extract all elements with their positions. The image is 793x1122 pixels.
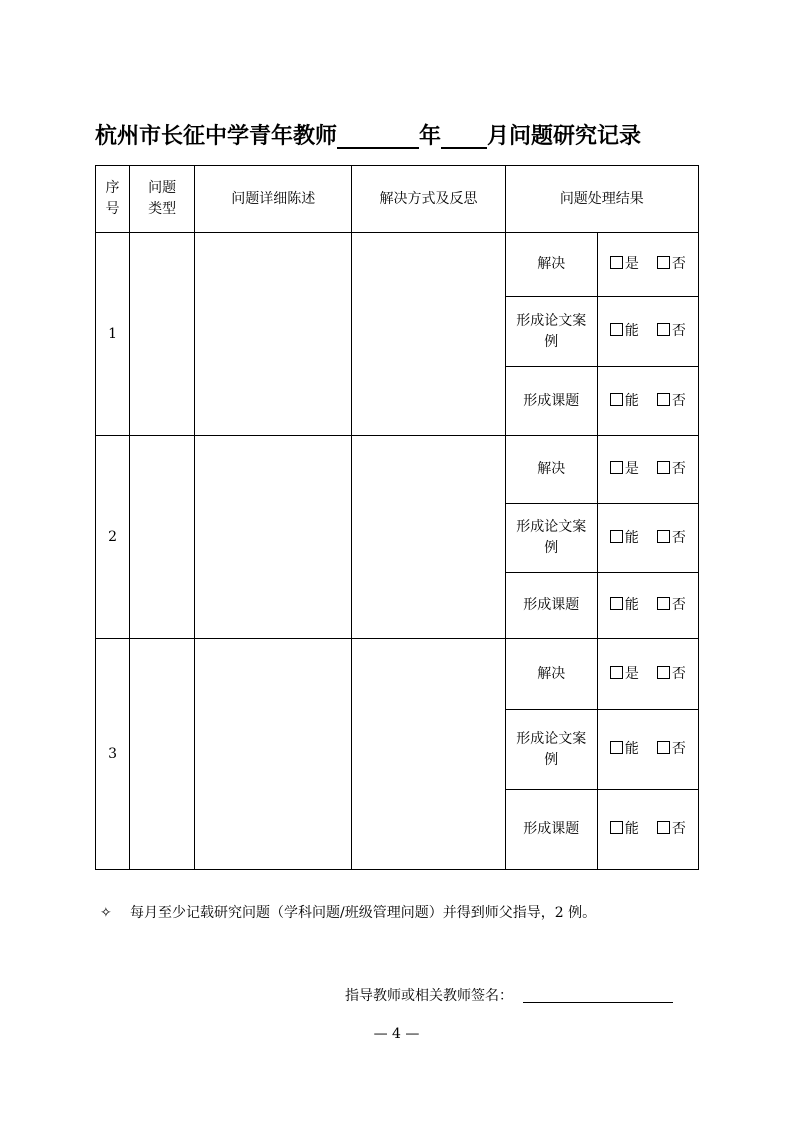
checkbox-icon[interactable] [657,821,670,834]
result-label: 形成课题 [505,573,597,639]
option-label: 能 [624,741,639,757]
option-no-checkbox[interactable] [657,530,686,546]
option-no-checkbox[interactable] [657,666,686,682]
option-yes-checkbox[interactable] [610,461,639,477]
research-record-table [95,165,699,870]
result-options [597,436,698,504]
result-options [597,233,698,297]
title-year-label: 年 [419,123,442,149]
option-no-checkbox[interactable] [657,393,686,409]
option-label: 能 [624,821,639,837]
diamond-star-icon: ✧ [100,905,112,921]
method-cell[interactable] [352,639,505,870]
option-no-checkbox[interactable] [657,461,686,477]
option-label: 否 [671,597,686,613]
option-label: 否 [671,665,686,682]
year-blank[interactable] [337,117,419,149]
option-label: 能 [624,392,639,409]
option-label: 否 [671,323,686,339]
table-header-row [96,166,699,233]
option-label: 是 [624,665,639,682]
option-no-checkbox[interactable] [657,597,686,613]
result-options [597,573,698,639]
checkbox-icon[interactable] [657,597,670,610]
option-yes-checkbox[interactable] [610,597,639,613]
result-label: 解决 [505,233,597,297]
checkbox-icon[interactable] [657,393,670,406]
option-label: 是 [624,256,639,272]
signature-line[interactable] [523,988,673,1003]
result-options [597,639,698,710]
header-type: 问题类型 [130,166,195,233]
option-yes-checkbox[interactable] [610,821,639,837]
checkbox-icon[interactable] [657,530,670,543]
option-no-checkbox[interactable] [657,821,686,837]
result-label: 形成论文案例 [505,710,597,790]
checkbox-icon[interactable] [657,256,670,269]
option-label: 否 [671,529,686,546]
checkbox-icon[interactable] [610,741,623,754]
option-label: 否 [671,256,686,272]
page-number: — 4 — [373,1026,420,1042]
seq-cell: 3 [96,639,130,870]
header-seq: 序号 [96,166,130,233]
option-label: 能 [624,323,639,339]
type-cell[interactable] [130,639,195,870]
result-label: 解决 [505,639,597,710]
checkbox-icon[interactable] [610,821,623,834]
header-method: 解决方式及反思 [352,166,505,233]
checkbox-icon[interactable] [610,666,623,679]
page-title [95,117,715,154]
result-options [597,367,698,436]
result-label: 形成论文案例 [505,504,597,573]
checkbox-icon[interactable] [610,597,623,610]
result-label: 形成论文案例 [505,297,597,367]
checkbox-icon[interactable] [657,741,670,754]
signature-label: 指导教师或相关教师签名： [345,988,513,1004]
title-suffix: 月问题研究记录 [487,123,642,149]
result-options [597,710,698,790]
option-label: 否 [671,461,686,477]
option-label: 能 [624,529,639,546]
checkbox-icon[interactable] [657,666,670,679]
option-yes-checkbox[interactable] [610,323,639,339]
title-prefix: 杭州市长征中学青年教师 [95,123,338,149]
option-yes-checkbox[interactable] [610,741,639,757]
option-no-checkbox[interactable] [657,323,686,339]
table-row [96,639,699,710]
table-row [96,233,699,297]
header-detail: 问题详细陈述 [195,166,352,233]
result-options [597,504,698,573]
header-result: 问题处理结果 [505,166,698,233]
option-label: 否 [671,392,686,409]
seq-cell: 1 [96,233,130,436]
option-label: 否 [671,741,686,757]
option-no-checkbox[interactable] [657,741,686,757]
method-cell[interactable] [352,233,505,436]
result-options [597,297,698,367]
option-yes-checkbox[interactable] [610,256,639,272]
checkbox-icon[interactable] [610,323,623,336]
option-no-checkbox[interactable] [657,256,686,272]
checkbox-icon[interactable] [657,461,670,474]
checkbox-icon[interactable] [657,323,670,336]
option-yes-checkbox[interactable] [610,530,639,546]
month-blank[interactable] [441,117,487,149]
signature-area [345,985,673,1005]
footnote [100,902,596,922]
table-row [96,436,699,504]
option-label: 否 [671,821,686,837]
result-label: 形成课题 [505,790,597,870]
result-label: 形成课题 [505,367,597,436]
method-cell[interactable] [352,436,505,639]
option-label: 能 [624,597,639,613]
type-cell[interactable] [130,233,195,436]
option-yes-checkbox[interactable] [610,393,639,409]
detail-cell[interactable] [195,436,352,639]
type-cell[interactable] [130,436,195,639]
option-label: 是 [624,461,639,477]
option-yes-checkbox[interactable] [610,666,639,682]
checkbox-icon[interactable] [610,530,623,543]
detail-cell[interactable] [195,233,352,436]
checkbox-icon[interactable] [610,256,623,269]
checkbox-icon[interactable] [610,393,623,406]
result-options [597,790,698,870]
result-label: 解决 [505,436,597,504]
seq-cell: 2 [96,436,130,639]
checkbox-icon[interactable] [610,461,623,474]
footnote-text: 每月至少记载研究问题（学科问题/班级管理问题）并得到师父指导，2 例。 [130,905,597,921]
detail-cell[interactable] [195,639,352,870]
